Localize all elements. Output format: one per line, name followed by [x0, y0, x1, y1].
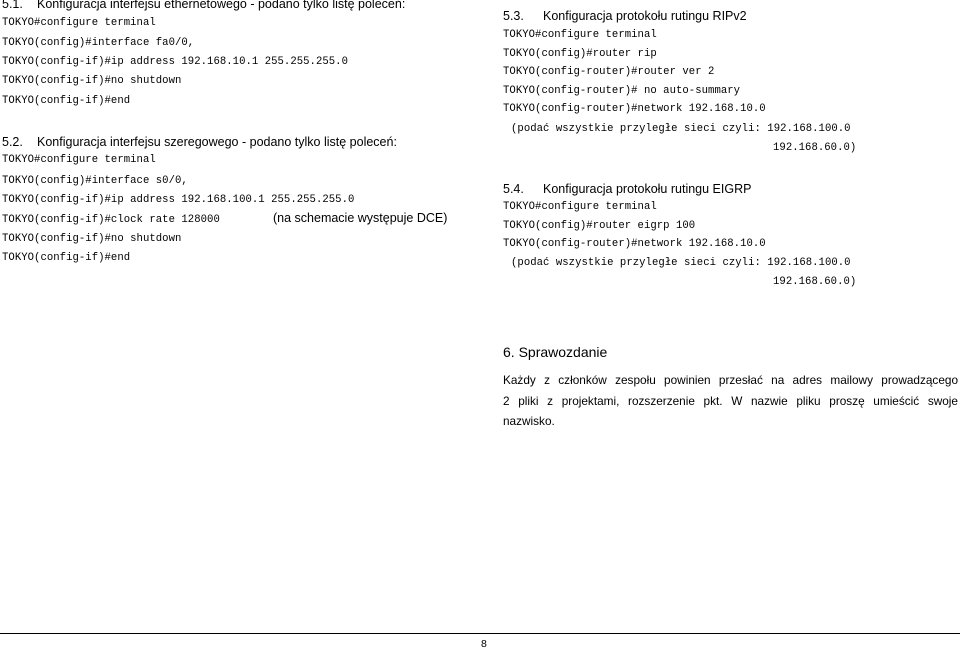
section-title: Konfiguracja interfejsu szeregowego - podano tylko listę poleceń: — [37, 135, 397, 149]
page-number: 8 — [481, 638, 487, 650]
code-line: TOKYO(config-router)# no auto-summary — [503, 85, 741, 97]
code-line: TOKYO#configure terminal — [2, 154, 156, 166]
section-5-1-heading — [2, 0, 405, 11]
section-5-4-heading — [503, 182, 751, 196]
code-line: TOKYO(config-if)#ip address 192.168.100.1 255.255.255.0 — [2, 194, 355, 206]
code-line: TOKYO(config)#interface s0/0, — [2, 175, 188, 187]
section-6-heading: 6. Sprawozdanie — [503, 344, 608, 360]
networks-note: (podać wszystkie przyległe sieci czyli: 192.168.100.0 — [511, 123, 851, 135]
code-line: TOKYO(config-if)#end — [2, 95, 131, 107]
networks-note: (podać wszystkie przyległe sieci czyli: 192.168.100.0 — [511, 257, 851, 269]
section-number: 5.1. — [2, 0, 23, 11]
code-line: TOKYO(config-router)#network 192.168.10.0 — [503, 103, 766, 115]
code-line: TOKYO(config)#router rip — [503, 48, 657, 60]
paragraph-line: Każdy z członków zespołu powinien przesłać na adres mailowy prowadzącego — [503, 373, 958, 387]
code-line: TOKYO(config-router)#router ver 2 — [503, 66, 715, 78]
code-line: TOKYO(config-if)#no shutdown — [2, 233, 182, 245]
code-line: TOKYO#configure terminal — [503, 29, 657, 41]
code-line: TOKYO(config-if)#clock rate 128000 — [2, 214, 220, 226]
section-5-3-heading — [503, 9, 747, 23]
section-number: 5.3. — [503, 9, 524, 23]
section-title: Konfiguracja protokołu rutingu RIPv2 — [543, 9, 747, 23]
paragraph-line: nazwisko. — [503, 414, 555, 428]
footer-rule — [0, 633, 960, 634]
section-title: Konfiguracja interfejsu ethernetowego - podano tylko listę poleceń: — [37, 0, 406, 11]
code-line: TOKYO(config-router)#network 192.168.10.0 — [503, 238, 766, 250]
code-line: TOKYO#configure terminal — [2, 17, 156, 29]
paragraph-line: 2 pliki z projektami, rozszerzenie pkt. W nazwie pliku proszę umieścić swoje — [503, 393, 958, 408]
code-line: TOKYO(config-if)#ip address 192.168.10.1 255.255.255.0 — [2, 56, 348, 68]
section-number: 5.2. — [2, 135, 23, 149]
dce-note: (na schemacie występuje DCE) — [273, 211, 448, 225]
code-line: TOKYO(config)#interface fa0/0, — [2, 37, 195, 49]
code-line: TOKYO(config-if)#end — [2, 252, 131, 264]
networks-note-cont: 192.168.60.0) — [773, 276, 857, 288]
section-number: 5.4. — [503, 182, 524, 196]
section-title: Konfiguracja protokołu rutingu EIGRP — [543, 182, 752, 196]
code-line: TOKYO(config-if)#no shutdown — [2, 75, 182, 87]
report-paragraph — [503, 370, 958, 432]
code-line: TOKYO(config)#router eigrp 100 — [503, 220, 696, 232]
networks-note-cont: 192.168.60.0) — [773, 142, 857, 154]
section-5-2-heading — [2, 135, 397, 149]
code-line: TOKYO#configure terminal — [503, 201, 657, 213]
